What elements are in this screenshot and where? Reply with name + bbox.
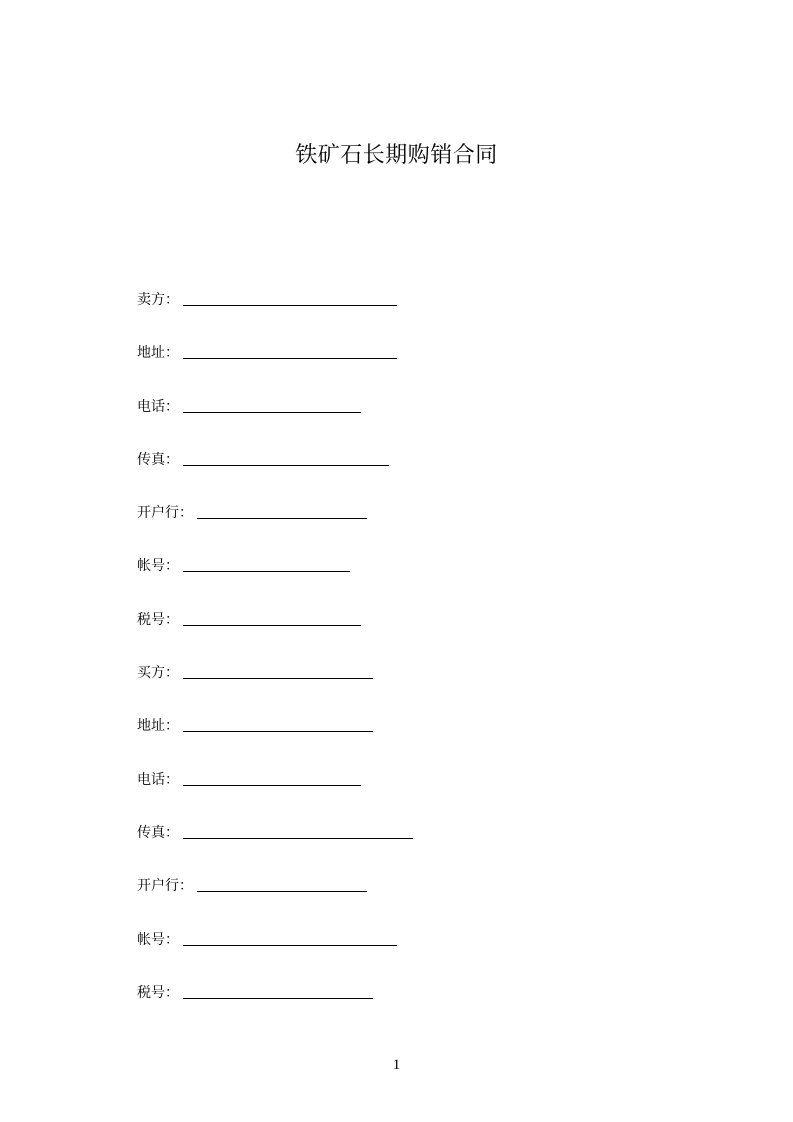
field-colon: ： [165,611,179,628]
field-label: 地址 [137,718,165,735]
seller-fax-row [137,448,657,501]
fill-in-blank[interactable] [183,661,373,679]
fill-in-blank[interactable] [183,608,361,626]
field-label: 帐号 [137,931,165,948]
fill-in-blank[interactable] [183,714,373,732]
field-label: 电话 [137,398,165,415]
buyer-tax-id-row [137,981,657,1034]
field-colon: ： [165,558,179,575]
buyer-phone-row [137,768,657,821]
fill-in-blank[interactable] [183,768,361,786]
buyer-address-row [137,714,657,767]
field-colon: ： [165,718,179,735]
field-colon: ： [165,345,179,362]
seller-bank-row [137,501,657,554]
field-label: 传真 [137,824,165,841]
field-label: 帐号 [137,558,165,575]
field-label: 传真 [137,451,165,468]
fill-in-blank[interactable] [183,395,361,413]
field-label: 买方 [137,665,165,682]
seller-address-row [137,341,657,394]
buyer-name-row [137,661,657,714]
fill-in-blank[interactable] [197,501,367,519]
fill-in-blank[interactable] [183,554,350,572]
field-label: 税号 [137,984,165,1001]
field-colon: ： [165,771,179,788]
seller-account-row [137,554,657,607]
field-colon: ： [165,398,179,415]
fill-in-blank[interactable] [183,821,413,839]
field-label: 开户行 [137,505,179,522]
fill-in-blank[interactable] [183,981,373,999]
party-info-fields [137,288,657,1034]
field-colon: ： [179,505,193,522]
field-label: 卖方 [137,292,165,308]
field-colon: ： [179,878,193,895]
fill-in-blank[interactable] [183,341,397,359]
seller-tax-id-row [137,608,657,661]
field-colon: ： [165,931,179,948]
field-label: 地址 [137,345,165,362]
field-colon: ： [165,292,179,308]
field-colon: ： [165,451,179,468]
field-colon: ： [165,824,179,841]
field-label: 开户行 [137,878,179,895]
fill-in-blank[interactable] [183,928,397,946]
fill-in-blank[interactable] [183,448,389,466]
buyer-bank-row [137,874,657,927]
buyer-fax-row [137,821,657,874]
field-colon: ： [165,665,179,682]
field-label: 电话 [137,771,165,788]
seller-name-row [137,288,657,341]
fill-in-blank[interactable] [197,874,367,892]
fill-in-blank[interactable] [183,288,397,306]
field-colon: ： [165,984,179,1001]
page-number: 1 [392,1057,401,1073]
buyer-account-row [137,928,657,981]
seller-phone-row [137,395,657,448]
field-label: 税号 [137,611,165,628]
document-title: 铁矿石长期购销合同 [295,143,498,168]
